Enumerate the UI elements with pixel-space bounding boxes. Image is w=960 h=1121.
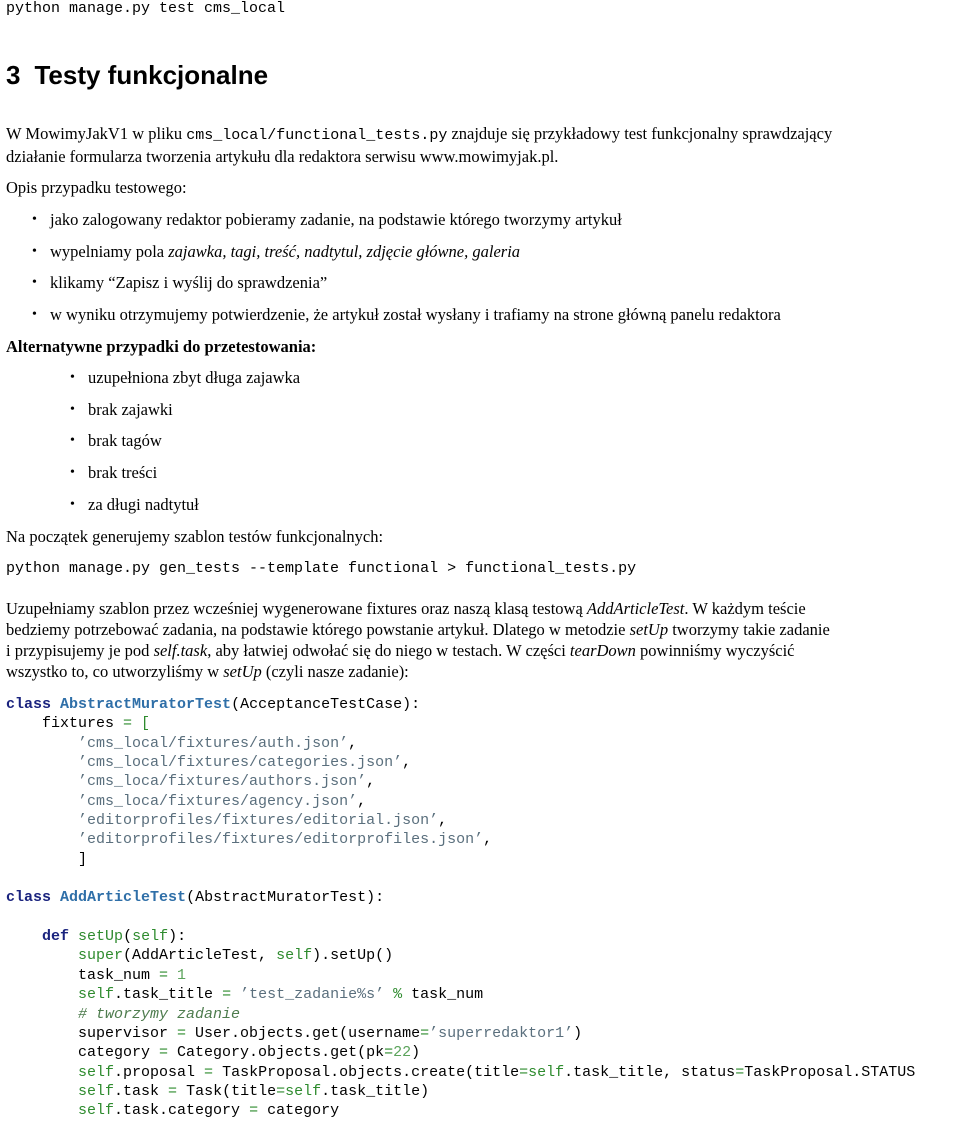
top-command: python manage.py test cms_local xyxy=(6,0,286,17)
gen-intro: Na początek generujemy szablon testów funkcjonalnych: xyxy=(6,527,384,546)
section-title: Testy funkcjonalne xyxy=(34,60,269,90)
list-item: • brak treści xyxy=(70,463,158,483)
code-block: class AbstractMuratorTest(AcceptanceTestCase): fixtures = [ ’cms_local/fixtures/auth.json’, ’cms_local/fixtures/categories.json’, ’cms_loca/fixtures/authors.json’, ’cms_loca/fixtures/agency.json’, ’editorprofiles/fixtures/editorial.json’, ’editorprofiles/fixtures/editorprofiles.json’, ] class AddArticleTest(AbstractMuratorTest): def setUp(self): super(AddArticleTest, self).setUp() task_num = 1 self.task_title = ’test_zadanie%s’ % task_num # tworzymy zadanie supervisor = User.objects.get(username=’superredaktor1’) category = Category.objects.get(pk=22) self.proposal = TaskProposal.objects.create(title=self.task_title, status=TaskProposal.STATUS self.task = Task(title=self.task_title) self.task.category = category xyxy=(6,696,916,1120)
intro-text-b: znajduje się przykładowy test funkcjonalny sprawdzający działanie formularza tworzenia artykułu dla redaktora serwisu www.mowimyjak.pl. xyxy=(6,124,833,166)
list-item: • za długi nadtytuł xyxy=(70,494,199,514)
explain-paragraph: Uzupełniamy szablon przez wcześniej wygenerowane fixtures oraz naszą klasą testową AddArticleTest. W każdym teście bedziemy potrzebować zadania, na podstawie którego powstanie artykuł. Dlatego w metodzie setUp tworzymy takie zadanie i przypisujemy je pod self.task, aby łatwiej odwołać się do niego w testach. W części tearDown powinniśmy wyczyścić wszystko to, co utworzyliśmy w setUp (czyli nasze zadanie): xyxy=(6,599,830,681)
section-heading xyxy=(6,60,268,91)
intro-paragraph xyxy=(6,123,836,167)
list-item: • uzupełniona zbyt długa zajawka xyxy=(70,368,301,387)
intro-text-a: W MowimyJakV1 w pliku xyxy=(6,124,187,143)
alt-heading: Alternatywne przypadki do przetestowania: xyxy=(6,337,317,356)
alt-list xyxy=(70,367,301,525)
list-item: • wypelniamy pola zajawka, tagi, treść, nadtytul, zdjęcie główne, galeria xyxy=(32,241,521,261)
case-heading: Opis przypadku testowego: xyxy=(6,178,187,197)
gen-command: python manage.py gen_tests --template functional > functional_tests.py xyxy=(6,560,637,577)
intro-filepath: cms_local/functional_tests.py xyxy=(186,127,448,144)
case-list xyxy=(32,209,781,336)
section-number: 3 xyxy=(6,60,21,90)
list-item: • w wyniku otrzymujemy potwierdzenie, że artykuł został wysłany i trafiamy na strone główną panelu redaktora xyxy=(32,305,781,325)
list-item: • brak tagów xyxy=(70,431,162,451)
list-item: • klikamy “Zapisz i wyślij do sprawdzenia” xyxy=(32,273,328,293)
list-item: • jako zalogowany redaktor pobieramy zadanie, na podstawie którego tworzymy artykuł xyxy=(32,210,622,229)
list-item: • brak zajawki xyxy=(70,399,173,419)
